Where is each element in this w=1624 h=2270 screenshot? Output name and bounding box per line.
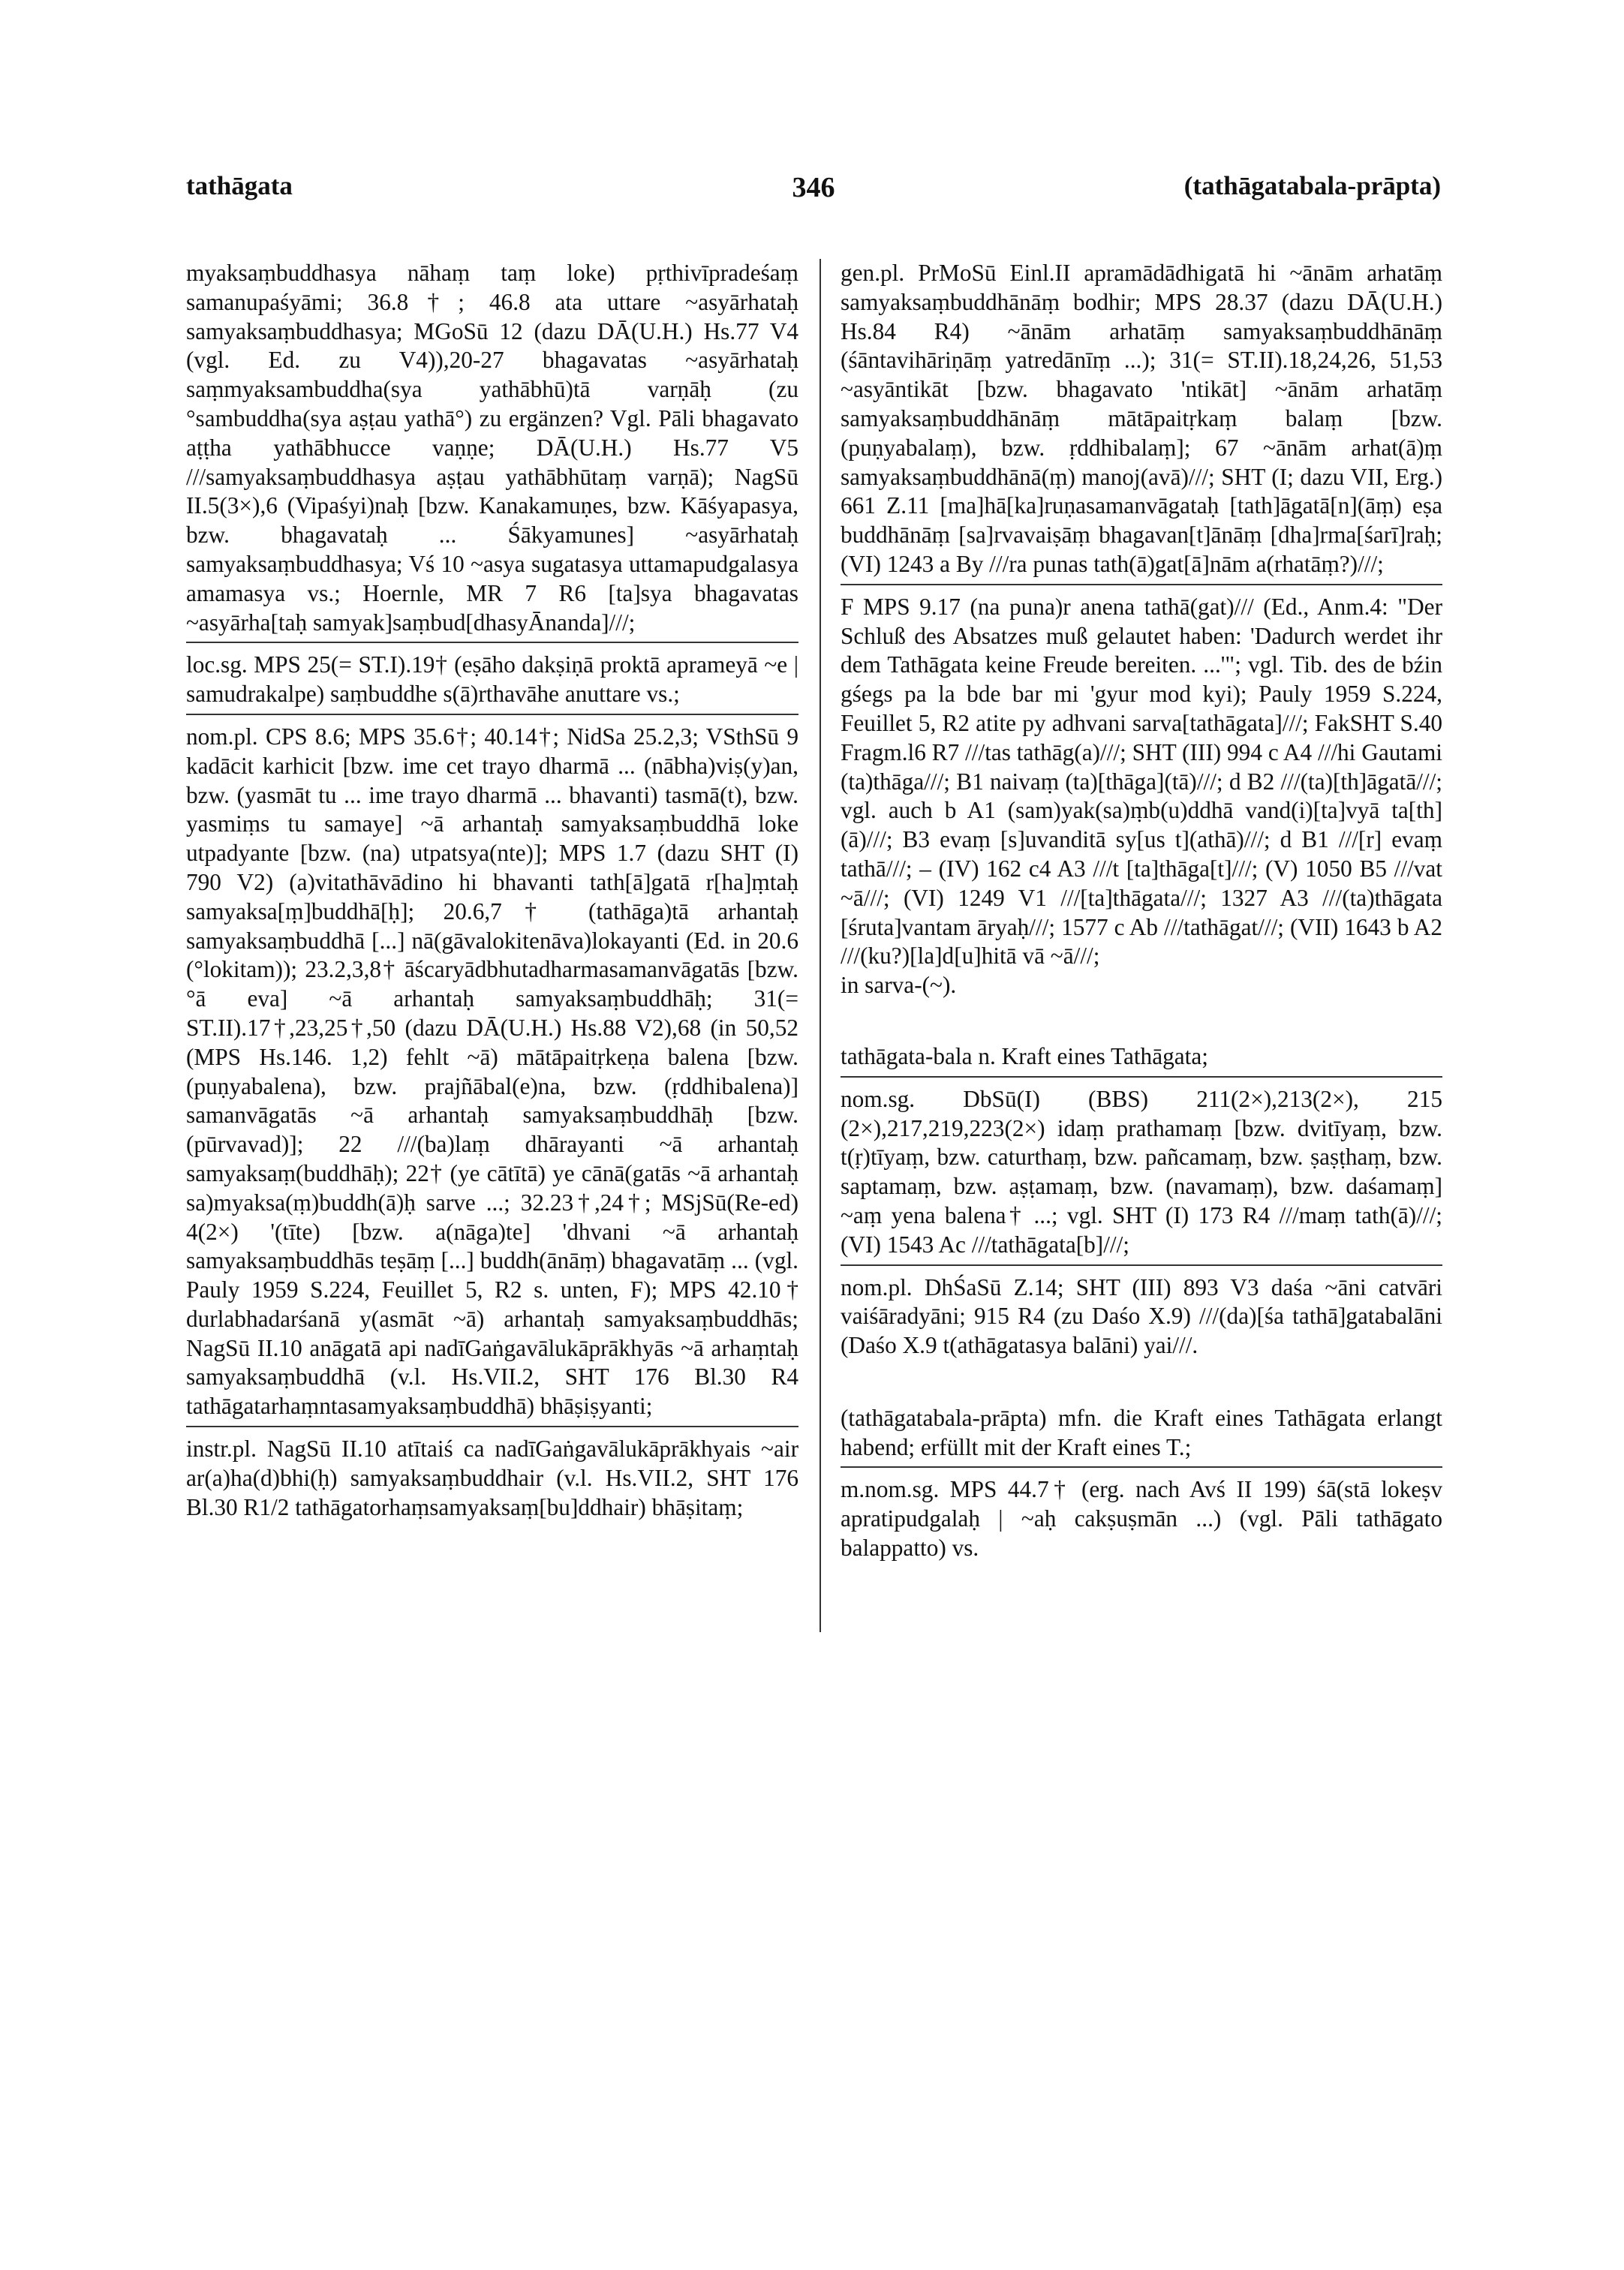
entry-cross-ref: in sarva-(~).: [841, 972, 957, 999]
section-rule: [186, 642, 798, 643]
left-column: [186, 259, 798, 1522]
entry-loc-sg: loc.sg. MPS 25(= ST.I).19† (eṣāho dakṣiṇā proktā aprameyā ~e | samudrakalpe) saṃbuddhe s(ā)rthavāhe anuttare vs.;: [186, 651, 798, 708]
section-rule: [186, 1426, 798, 1427]
entry-instr-pl: instr.pl. NagSū II.10 atītaiś ca nadīGaṅgavālukāprākhyais ~air ar(a)ha(d)bhi(ḥ) samyaksaṃbuddhair (v.l. Hs.VII.2, SHT 176 Bl.30 R1/2 tathāgatorhaṃsamyaksaṃ[bu]ddhair) bhāṣitaṃ;: [186, 1436, 798, 1520]
headword-tathagata-bala: tathāgata-bala n. Kraft eines Tathāgata;: [841, 1042, 1208, 1069]
entry-F: F MPS 9.17 (na puna)r anena tathā(gat)/// (Ed., Anm.4: "Der Schluß des Absatzes muß gelautet haben: 'Dadurch werdet ihr dem Tathāgata keine Freude bereiten. ...'"; vgl. Tib. des de bźin gśegs pa la bde bar mi 'gyur mod kyi); Pauly 1959 S.224, Feuillet 5, R2 atite py adhvani sarva[tathāgata]///; FakSHT S.40 Fragm.l6 R7 ///tas tathāg(a)///; SHT (III) 994 c A4 ///hi Gautami (ta)thāga///; B1 naivaṃ (ta)[thāga](tā)///; d B2 ///(ta)[th]āgatā///; vgl. auch b A1 (sam)yak(sa)ṃb(u)ddhā vand(i)[ta]vyā ta[th](ā)///; B3 evaṃ [s]uvanditā sy[us t](athā)///; d B1 ///[r] evaṃ tathā///; – (IV) 162 c4 A3 ///t [ta]thāga[t]///; (V) 1050 B5 ///vat ~ā///; (VI) 1249 V1 ///[ta]thāgata///; 1327 A3 ///(ta)thāgata [śruta]vantam āryaḥ///; 1577 c Ab ///tathāgat///; (VII) 1643 b A2 ///(ku?)[la]d[u]hitā vā ~ā///;: [841, 593, 1442, 970]
entry-continuation: myaksaṃbuddhasya nāhaṃ taṃ loke) pṛthivīpradeśaṃ samanupaśyāmi; 36.8†; 46.8 ata uttare ~asyārhataḥ samyaksaṃbuddhasya; MGoSū 12 (dazu DĀ(U.H.) Hs.77 V4 (vgl. Ed. zu V4)),20-27 bhagavatas ~asyārhataḥ saṃmyaksambuddha(sya yathābhū)tā varṇāḥ (zu °sambuddha(sya aṣṭau yathā°) zu ergänzen? Vgl. Pāli bhagavato aṭṭha yathābhucce vaṇṇe; DĀ(U.H.) Hs.77 V5 ///samyaksaṃbuddhasya aṣṭau yathābhūtaṃ varṇā); NagSū II.5(3×),6 (Vipaśyi)naḥ [bzw. Kanakamuṇes, bzw. Kāśyapasya, bzw. bhagavataḥ ... Śākyamunes] ~asyārhataḥ samyaksaṃbuddhasya; Vś 10 ~asya sugatasya uttamapudgalasya amamasya vs.; Hoernle, MR 7 R6 [ta]sya bhagavatas ~asyārha[taḥ samyak]saṃbud[dhasyĀnanda]///;: [186, 260, 798, 636]
section-rule: [841, 1076, 1442, 1078]
right-column: [841, 259, 1442, 1563]
section-rule: [186, 714, 798, 715]
header-left: tathāgata: [186, 171, 293, 200]
section-rule: [841, 584, 1442, 585]
entry-gen-pl: gen.pl. PrMoSū Einl.II apramādādhigatā hi ~ānām arhatāṃ samyaksaṃbuddhānāṃ bodhir; MPS 28.37 (dazu DĀ(U.H.) Hs.84 R4) ~ānām arhatāṃ samyaksaṃbuddhānāṃ (śāntavihāriṇāṃ yatredānīṃ ...); 31(= ST.II).18,24,26, 51,53 ~asyāntikāt [bzw. bhagavato 'ntikāt] ~ānām arhatāṃ samyaksaṃbuddhānāṃ mātāpaitṛkaṃ balaṃ [bzw. (puṇyabalaṃ), bzw. ṛddhibalaṃ]; 67 ~ānām arhat(ā)ṃ samyaksaṃbuddhānā(ṃ) manoj(avā)///; SHT (I; dazu VII, Erg.) 661 Z.11 [ma]hā[ka]ruṇasamanvāgataḥ [tath]āgatā[n](āṃ) eṣa buddhānāṃ [sa]rvavaiṣāṃ bhagavan[t]ānāṃ [dha]rma[śarī]raḥ; (VI) 1243 a By ///ra punas tath(ā)gat[ā]nām a(rhatāṃ?)///;: [841, 260, 1442, 577]
header-right: (tathāgatabala-prāpta): [1183, 171, 1441, 200]
entry-nom-pl: nom.pl. CPS 8.6; MPS 35.6†; 40.14†; NidSa 25.2,3; VSthSū 9 kadācit karhicit [bzw. ime cet trayo dharmā ... (nābha)viṣ(y)an, bzw. (yasmāt tu ... ime trayo dharmā ... bhavanti) tasmā(t), bzw. yasmiṃs tu samaye] ~ā arhantaḥ samyaksaṃbuddhā loke utpadyante [bzw. (na) utpatsya(nte)]; MPS 1.7 (dazu SHT (I) 790 V2) (a)vitathāvādino hi bhavanti tath[ā]gatā r[ha]ṃtaḥ samyaksa[ṃ]buddhā[ḥ]; 20.6,7† (tathāga)tā arhantaḥ samyaksaṃbuddhā [...] nā(gāvalokitenāva)lokayanti (Ed. in 20.6 (°lokitam)); 23.2,3,8† āścaryādbhutadharmasamanvāgatās [bzw. °ā eva] ~ā arhantaḥ samyaksaṃbuddhāḥ; 31(= ST.II).17†,23,25†,50 (dazu DĀ(U.H.) Hs.88 V2),68 (in 50,52 (MPS Hs.146. 1,2) fehlt ~ā) mātāpaitṛkeṇa balena [bzw. (puṇyabalena), bzw. prajñābal(e)na, bzw. (ṛddhibalena)] samanvāgatās ~ā arhantaḥ samyaksaṃbuddhāḥ [bzw. (pūrvavad)]; 22 ///(ba)laṃ dhārayanti ~ā arhantaḥ samyaksaṃ(buddhāḥ); 22† (ye cātītā) ye cānā(gatās ~ā arhantaḥ sa)myaksa(ṃ)buddh(ā)ḥ sarve ...; 32.23†,24†; MSjSū(Re-ed) 4(2×) '(tīte) [bzw. a(nāga)te] 'dhvani ~ā arhantaḥ samyaksaṃbuddhās teṣāṃ [...] buddh(ānāṃ) bhagavatāṃ ... (vgl. Pauly 1959 S.224, Feuillet 5, R2 s. unten, F); MPS 42.10† durlabhadarśanā y(asmāt ~ā) arhantaḥ samyaksaṃbuddhās; NagSū II.10 anāgatā api nadīGaṅgavālukāprākhyās ~ā arhaṃtaḥ samyaksaṃbuddhā (v.l. Hs.VII.2, SHT 176 Bl.30 R4 tathāgatarhaṃntasamyaksaṃbuddhā) bhāṣiṣyanti;: [186, 723, 798, 1420]
entry-prapta-m-nom-sg: m.nom.sg. MPS 44.7† (erg. nach Avś II 199) śā(stā lokeṣv apratipudgalaḥ | ~aḥ cakṣuṣmān ...) (vgl. Pāli tathāgato balappatto) vs.: [841, 1476, 1442, 1562]
column-rule: [820, 259, 821, 1632]
entry-bala-nom-pl: nom.pl. DhŚaSū Z.14; SHT (III) 893 V3 daśa ~āni catvāri vaiśāradyāni; 915 R4 (zu Daśo X.9) ///(da)[śa tathā]gatabalāni (Daśo X.9 t(athāgatasya balāni) yai///.: [841, 1273, 1442, 1359]
page-number: 346: [792, 172, 835, 203]
section-rule: [841, 1466, 1442, 1468]
entry-bala-nom-sg: nom.sg. DbSū(I) (BBS) 211(2×),213(2×), 215 (2×),217,219,223(2×) idaṃ prathamaṃ [bzw. dvitīyaṃ, bzw. t(ṛ)tīyaṃ, bzw. caturthaṃ, bzw. pañcamaṃ, bzw. ṣaṣṭhaṃ, bzw. saptamaṃ, bzw. aṣṭamaṃ, bzw. (navamaṃ), bzw. daśamaṃ] ~aṃ yena balena† ...; vgl. SHT (I) 173 R4 ///maṃ tath(ā)///; (VI) 1543 Ac ///tathāgata[b]///;: [841, 1085, 1442, 1258]
headword-tathagatabala-prapta: (tathāgatabala-prāpta) mfn. die Kraft eines Tathāgata erlangt habend; erfüllt mit der Kraft eines T.;: [841, 1404, 1442, 1460]
section-rule: [841, 1264, 1442, 1266]
running-header: [186, 171, 1441, 216]
